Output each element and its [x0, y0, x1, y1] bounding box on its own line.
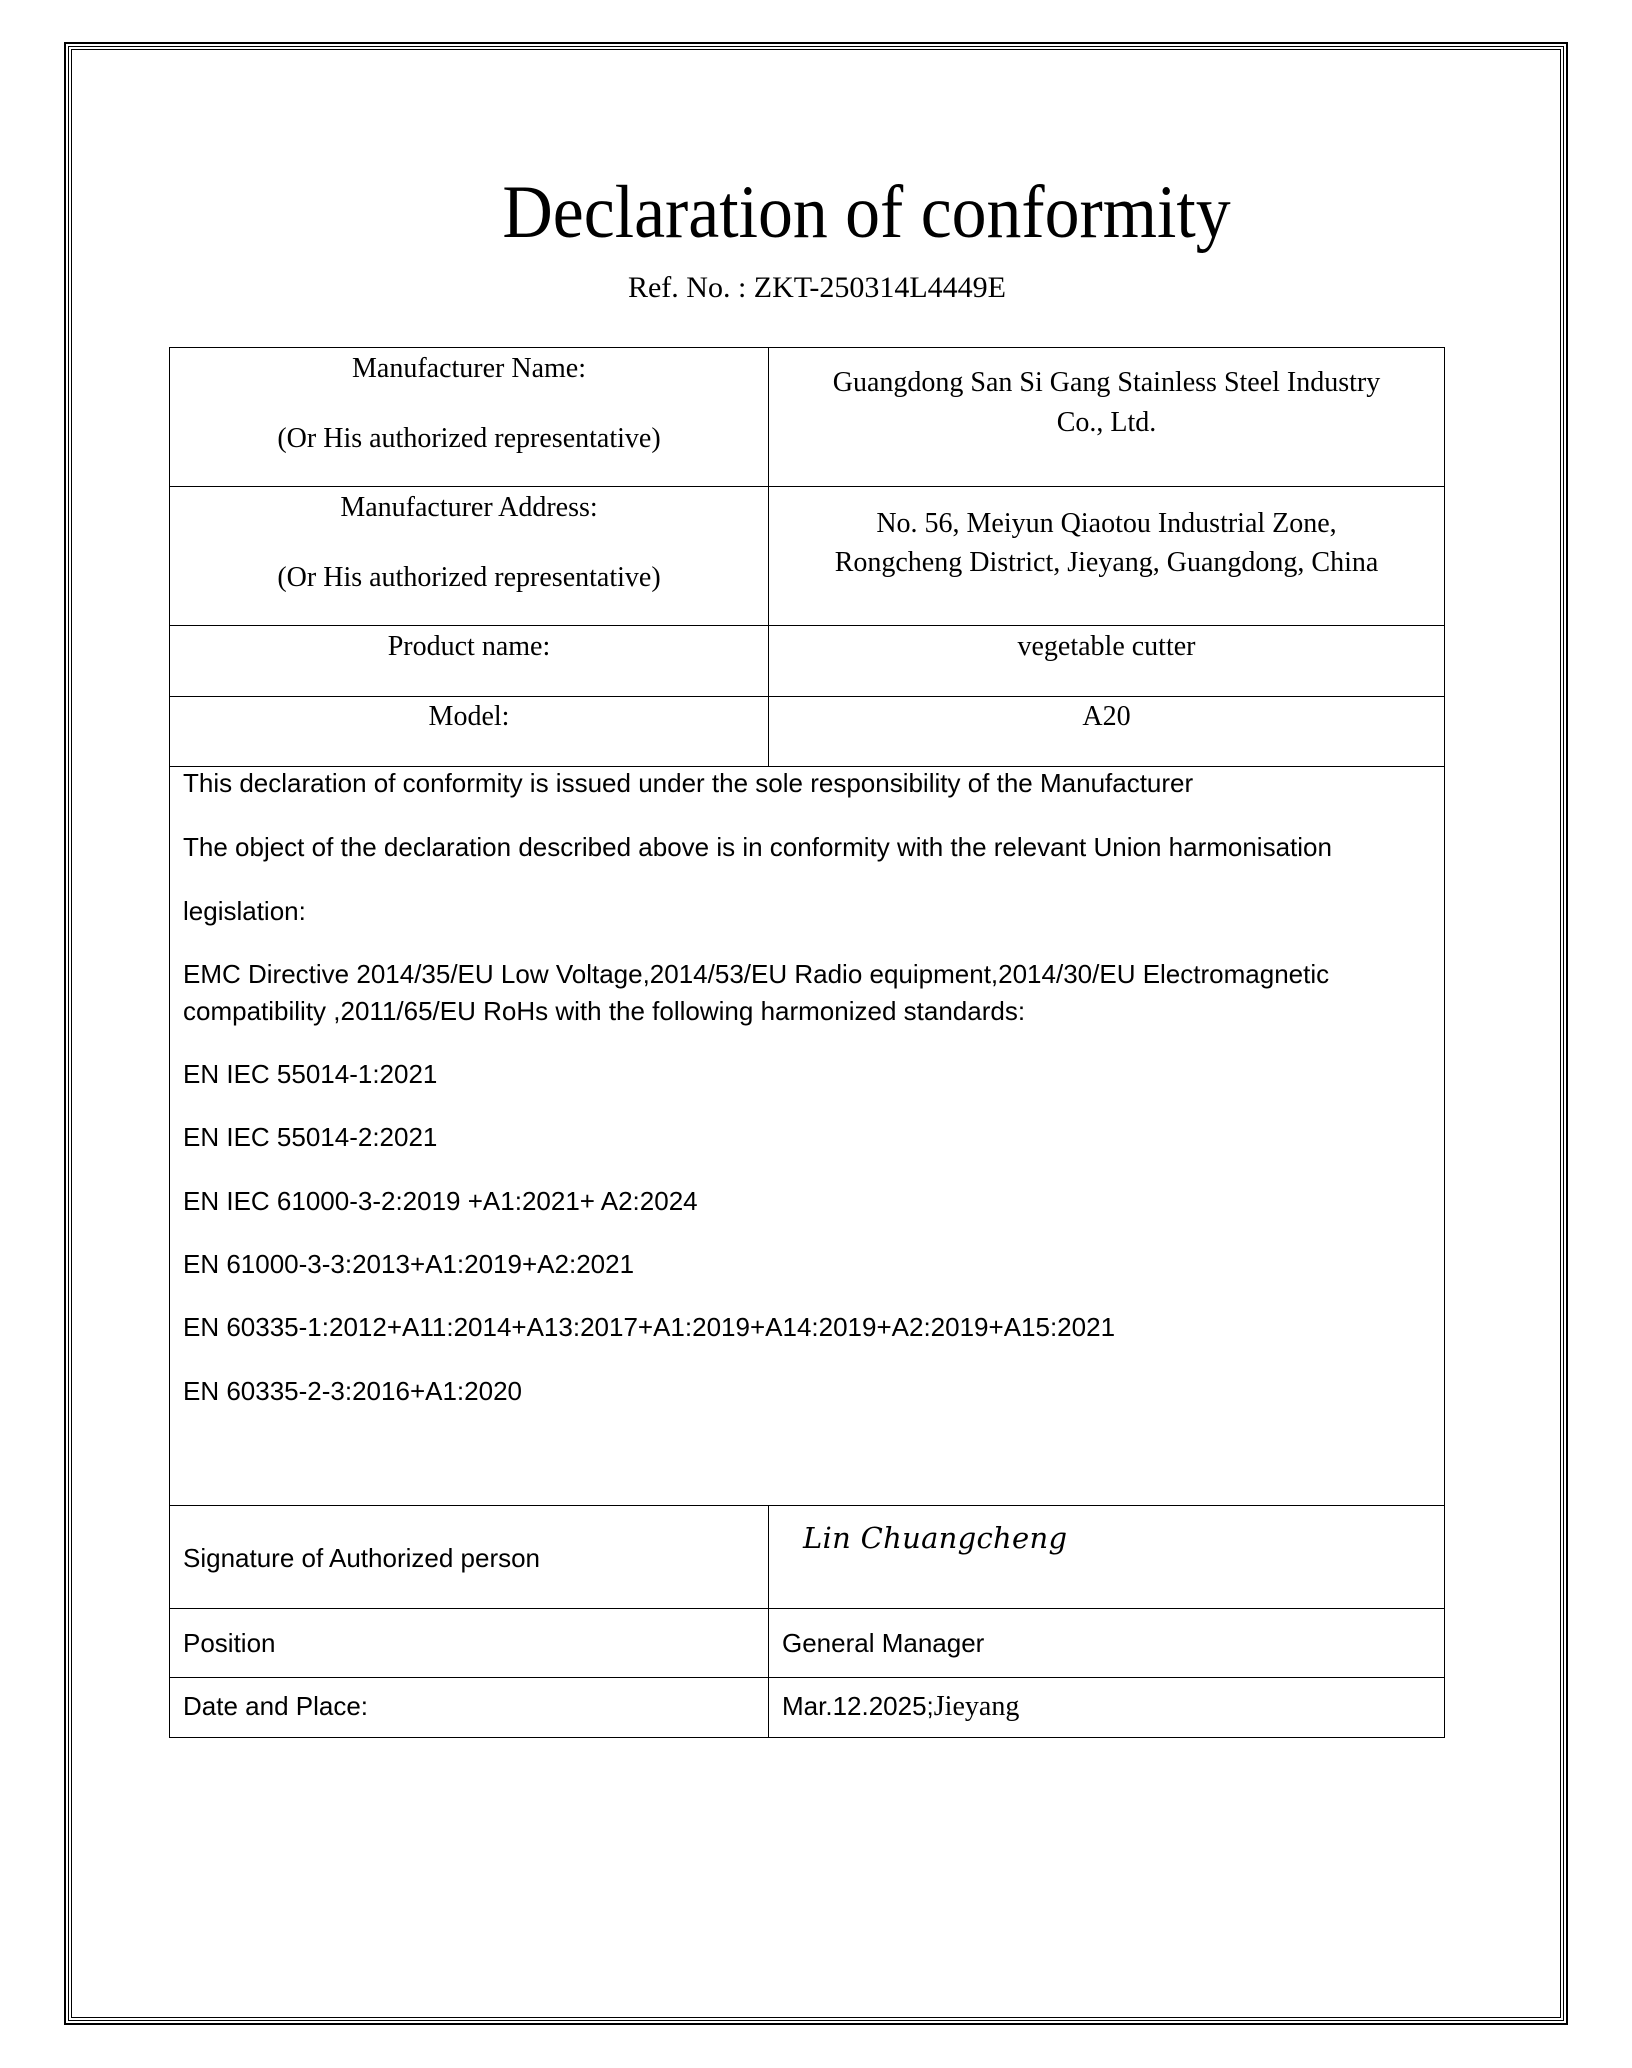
product-name-label: Product name: [387, 631, 551, 662]
signature-label-cell [170, 1506, 768, 1608]
model-label-cell [170, 697, 768, 766]
manufacturer-name-label: Manufacturer Name: [352, 353, 586, 384]
declaration-object-line2: legislation: [183, 896, 306, 926]
date-place-label-cell [170, 1678, 768, 1737]
manufacturer-address-value-line2: Rongcheng District, Jieyang, Guangdong, China [834, 547, 1379, 578]
row-model [169, 696, 1445, 766]
place-value: Jieyang [933, 1691, 1020, 1722]
position-label-cell [170, 1609, 768, 1677]
standard-item: EN 60335-2-3:2016+A1:2020 [183, 1376, 522, 1406]
row-product-name [169, 625, 1445, 696]
manufacturer-address-label-cell [170, 487, 768, 625]
document-title: Declaration of conformity [502, 171, 1231, 254]
declaration-directives-line2: compatibility ,2011/65/EU RoHs with the following harmonized standards: [183, 996, 1026, 1026]
date-place-value-cell [768, 1678, 1444, 1737]
standard-item: EN 60335-1:2012+A11:2014+A13:2017+A1:2019+A14:2019+A2:2019+A15:2021 [183, 1312, 1116, 1342]
manufacturer-address-value-line1: No. 56, Meiyun Qiaotou Industrial Zone, [876, 508, 1337, 539]
position-value: General Manager [782, 1628, 985, 1658]
row-position [169, 1608, 1445, 1677]
manufacturer-name-value-cell [768, 348, 1444, 486]
signature-label: Signature of Authorized person [183, 1543, 541, 1573]
model-label: Model: [428, 701, 510, 732]
manufacturer-address-value-cell [768, 487, 1444, 625]
row-manufacturer-name [169, 347, 1445, 486]
signature-handwritten: Lin Chuangcheng [803, 1521, 1068, 1555]
manufacturer-address-sublabel: (Or His authorized representative) [277, 562, 661, 593]
date-place-value [782, 1690, 1019, 1724]
manufacturer-name-sublabel: (Or His authorized representative) [277, 423, 661, 454]
document-title-container [475, 168, 1255, 258]
standard-item: EN 61000-3-3:2013+A1:2019+A2:2021 [183, 1249, 635, 1279]
product-name-label-cell [170, 626, 768, 696]
declaration-statement: This declaration of conformity is issued under the sole responsibility of the Manufacturer [183, 768, 1194, 798]
date-place-label: Date and Place: [183, 1691, 369, 1721]
row-signature [169, 1505, 1445, 1608]
model-value: A20 [1082, 701, 1131, 732]
manufacturer-name-label-cell [170, 348, 768, 486]
signature-value-cell [768, 1506, 1444, 1608]
standard-item: EN IEC 55014-1:2021 [183, 1059, 438, 1089]
row-manufacturer-address [169, 486, 1445, 625]
row-declaration-body [169, 766, 1445, 1505]
product-name-value-cell [768, 626, 1444, 696]
standard-item: EN IEC 61000-3-2:2019 +A1:2021+ A2:2024 [183, 1186, 698, 1216]
declaration-object-line1: The object of the declaration described above is in conformity with the relevant Union harmonisation [183, 832, 1332, 862]
reference-number: Ref. No. : ZKT-250314L4449E [627, 271, 1007, 304]
product-name-value: vegetable cutter [1017, 631, 1196, 662]
manufacturer-name-value-line1: Guangdong San Si Gang Stainless Steel Industry [832, 367, 1381, 398]
date-value: Mar.12.2025; [782, 1691, 934, 1721]
manufacturer-name-value-line2: Co., Ltd. [1056, 407, 1157, 438]
declaration-directives-line1: EMC Directive 2014/35/EU Low Voltage,2014/53/EU Radio equipment,2014/30/EU Electromagnetic [183, 959, 1330, 989]
manufacturer-address-label: Manufacturer Address: [340, 492, 598, 523]
model-value-cell [768, 697, 1444, 766]
row-date-place [169, 1677, 1445, 1738]
position-value-cell [768, 1609, 1444, 1677]
standard-item: EN IEC 55014-2:2021 [183, 1122, 438, 1152]
position-label: Position [183, 1628, 276, 1658]
